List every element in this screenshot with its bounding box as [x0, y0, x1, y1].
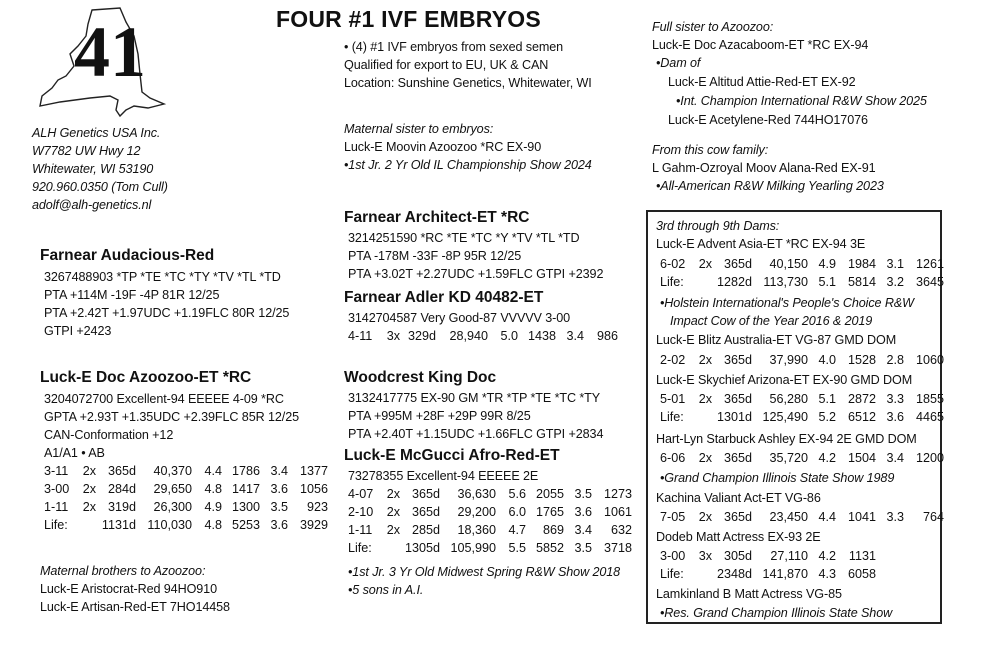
dam4-records [660, 351, 944, 369]
full-sister-heading: Full sister to Azoozoo: [652, 20, 774, 34]
table-cell: 1765 [535, 505, 564, 519]
cow-family-heading: From this cow family: [652, 143, 769, 157]
table-cell: 3.3 [886, 510, 904, 524]
table-cell: 3645 [915, 275, 944, 289]
table-cell: 141,870 [762, 567, 808, 581]
table-cell: Life: [660, 275, 684, 289]
granddam-note-1: •1st Jr. 3 Yr Old Midwest Spring R&W Show 2018 [348, 565, 621, 579]
table-cell [876, 565, 904, 583]
dam-records [44, 462, 328, 534]
table-cell: 5.1 [818, 275, 836, 289]
table-cell: 5-01 [660, 392, 686, 406]
table-cell: 5.0 [500, 329, 518, 343]
lot-number: 41 [74, 12, 146, 92]
cow-family-name: L Gahm-Ozroyal Moov Alana-Red EX-91 [652, 161, 876, 175]
table-cell: 632 [610, 523, 632, 537]
table-cell: 2x [698, 353, 712, 367]
dams-box-heading: 3rd through 9th Dams: [656, 219, 780, 233]
table-cell: 105,990 [450, 541, 496, 555]
table-cell: 305d [723, 549, 752, 563]
table-cell: 1060 [915, 353, 944, 367]
table-cell: 4-07 [348, 487, 374, 501]
table-cell: 2x [698, 392, 712, 406]
sire-of-sire-line-1: 3214251590 *RC *TE *TC *Y *TV *TL *TD [348, 231, 580, 245]
table-cell: 6-02 [660, 257, 686, 271]
table-cell: 319d [107, 500, 136, 514]
dam-of-sire-records [348, 327, 618, 345]
bullet-3: Location: Sunshine Genetics, Whitewater, WI [344, 76, 592, 90]
table-cell: 1261 [915, 257, 944, 271]
table-cell: 2055 [535, 487, 564, 501]
table-cell: 26,300 [153, 500, 192, 514]
dam-line-2: GPTA +2.93T +1.35UDC +2.39FLC 85R 12/25 [44, 410, 300, 424]
table-cell: Life: [660, 567, 684, 581]
table-cell [904, 547, 944, 565]
dam7-records [660, 508, 944, 526]
table-cell: 35,720 [769, 451, 808, 465]
maternal-sister-name: Luck-E Moovin Azoozoo *RC EX-90 [344, 140, 542, 154]
table-cell: 2348d [716, 567, 752, 581]
table-cell: 3718 [603, 541, 632, 555]
table-cell: 365d [411, 505, 440, 519]
table-cell: 4465 [915, 410, 944, 424]
granddam-records [348, 485, 632, 557]
maternal-brother-2: Luck-E Artisan-Red-ET 7HO14458 [40, 600, 230, 614]
table-cell: 4.8 [204, 518, 222, 532]
table-cell: 365d [107, 464, 136, 478]
table-cell: 4.3 [818, 567, 836, 581]
table-cell: 5.1 [818, 392, 836, 406]
table-cell: 284d [107, 482, 136, 496]
table-cell: 3.4 [886, 451, 904, 465]
sire-line-1: 3267488903 *TP *TE *TC *TY *TV *TL *TD [44, 270, 281, 284]
table-cell: 40,150 [769, 257, 808, 271]
table-cell: 365d [411, 487, 440, 501]
table-cell: 4.2 [818, 549, 836, 563]
table-cell: 3.6 [574, 505, 592, 519]
table-cell: 5.5 [508, 541, 526, 555]
sire-of-sire-line-2: PTA -178M -33F -8P 95R 12/25 [348, 249, 522, 263]
table-cell: 4.2 [818, 451, 836, 465]
table-cell: 28,940 [449, 329, 488, 343]
dam3-records [660, 255, 944, 291]
table-cell: 285d [411, 523, 440, 537]
sire-of-sire-name: Farnear Architect-ET *RC [344, 209, 530, 226]
dam3-note-1: •Holstein International's People's Choice R&W [660, 296, 914, 310]
table-cell: 3-11 [44, 464, 69, 478]
dam9-note: •Res. Grand Champion Illinois State Show [660, 606, 893, 620]
table-cell: 3x [386, 329, 400, 343]
table-cell: 2x [698, 257, 712, 271]
table-cell: 2x [386, 523, 400, 537]
table-cell: 3.6 [270, 518, 288, 532]
table-cell: 29,650 [153, 482, 192, 496]
dam6-name: Hart-Lyn Starbuck Ashley EX-94 2E GMD DOM [656, 432, 917, 446]
table-cell: 986 [596, 329, 618, 343]
table-cell: 365d [723, 392, 752, 406]
table-cell: 3.4 [270, 464, 288, 478]
table-cell: 2x [386, 487, 400, 501]
table-cell: 6058 [847, 567, 876, 581]
table-cell: 1131 [848, 549, 876, 563]
full-sister-second: Luck-E Acetylene-Red 744HO17076 [668, 113, 868, 127]
table-cell: 36,630 [457, 487, 496, 501]
table-cell: 37,990 [769, 353, 808, 367]
table-cell: 1200 [915, 451, 944, 465]
table-cell: 2.8 [886, 353, 904, 367]
table-cell: 3.4 [566, 329, 584, 343]
dam-line-4: A1/A1 • AB [44, 446, 105, 460]
dam5-name: Luck-E Skychief Arizona-ET EX-90 GMD DOM [656, 373, 913, 387]
table-cell: 1282d [716, 275, 752, 289]
table-cell: 113,730 [763, 275, 808, 289]
sire-of-dam-line-2: PTA +995M +28F +29P 99R 8/25 [348, 409, 531, 423]
maternal-sister-heading: Maternal sister to embryos: [344, 122, 494, 136]
table-cell: 3.3 [886, 392, 904, 406]
consignor-phone: 920.960.0350 (Tom Cull) [32, 180, 168, 194]
table-cell: 4.9 [818, 257, 836, 271]
sire-of-dam-name: Woodcrest King Doc [344, 369, 497, 386]
sire-line-4: GTPI +2423 [44, 324, 112, 338]
table-cell: 23,450 [769, 510, 808, 524]
table-cell: 3-00 [660, 549, 686, 563]
table-cell: 1377 [299, 464, 328, 478]
table-cell: 3.6 [270, 482, 288, 496]
table-cell: 2x [698, 451, 712, 465]
table-cell: 4.8 [204, 482, 222, 496]
dam8-records [660, 547, 944, 583]
sire-of-sire-line-3: PTA +3.02T +2.27UDC +1.59FLC GTPI +2392 [348, 267, 604, 281]
table-cell [688, 273, 712, 291]
table-cell: 1041 [847, 510, 876, 524]
table-cell: 4.4 [204, 464, 222, 478]
table-cell: 2x [82, 500, 96, 514]
table-cell: 6512 [847, 410, 876, 424]
table-cell: 3-00 [44, 482, 70, 496]
table-cell: 1504 [847, 451, 876, 465]
table-cell: 125,490 [762, 410, 808, 424]
table-cell: 2872 [847, 392, 876, 406]
dam3-name: Luck-E Advent Asia-ET *RC EX-94 3E [656, 237, 866, 251]
table-cell: 1786 [231, 464, 260, 478]
table-cell: 869 [542, 523, 564, 537]
full-sister-dam-heading: •Dam of [656, 56, 701, 70]
sire-of-dam-line-3: PTA +2.40T +1.15UDC +1.66FLC GTPI +2834 [348, 427, 604, 441]
table-cell: 4.9 [204, 500, 222, 514]
dam5-records [660, 390, 944, 426]
table-cell: 18,360 [457, 523, 496, 537]
table-cell: 6.0 [508, 505, 526, 519]
dam6-note: •Grand Champion Illinois State Show 1989 [660, 471, 895, 485]
consignor-name: ALH Genetics USA Inc. [32, 126, 161, 140]
table-cell: 3.4 [574, 523, 592, 537]
table-cell [688, 408, 712, 426]
dam3-note-2: Impact Cow of the Year 2016 & 2019 [670, 314, 873, 328]
table-cell: 2x [82, 482, 96, 496]
table-cell: 3929 [299, 518, 328, 532]
table-cell: 56,280 [769, 392, 808, 406]
table-cell: 1855 [915, 392, 944, 406]
table-cell: 3.1 [886, 257, 904, 271]
table-cell: 2-02 [660, 353, 686, 367]
table-cell: 365d [723, 451, 752, 465]
table-cell: 5253 [231, 518, 260, 532]
table-cell: 4-11 [348, 329, 373, 343]
table-cell: 5.2 [818, 410, 836, 424]
consignor-email: adolf@alh-genetics.nl [32, 198, 152, 212]
dam-line-3: CAN-Conformation +12 [44, 428, 174, 442]
maternal-brothers-heading: Maternal brothers to Azoozoo: [40, 564, 206, 578]
table-cell: Life: [660, 410, 684, 424]
table-cell: 4.0 [818, 353, 836, 367]
table-cell: 1417 [231, 482, 260, 496]
table-cell: 40,370 [153, 464, 192, 478]
dam-of-sire-line-1: 3142704587 Very Good-87 VVVVV 3-00 [348, 311, 571, 325]
table-cell: 5852 [535, 541, 564, 555]
table-cell: 1528 [847, 353, 876, 367]
table-cell [688, 565, 712, 583]
table-cell: 4.4 [818, 510, 836, 524]
table-cell: 365d [723, 510, 752, 524]
full-sister-name: Luck-E Doc Azacaboom-ET *RC EX-94 [652, 38, 869, 52]
table-cell: 2x [82, 464, 96, 478]
table-cell: 1273 [603, 487, 632, 501]
table-cell: 1061 [603, 505, 632, 519]
table-cell: 2x [698, 510, 712, 524]
table-cell: 5.6 [508, 487, 526, 501]
table-cell: 27,110 [770, 549, 808, 563]
table-cell: 365d [723, 257, 752, 271]
maternal-sister-note: •1st Jr. 2 Yr Old IL Championship Show 2024 [344, 158, 592, 172]
table-cell: 3.5 [574, 487, 592, 501]
table-cell: 6-06 [660, 451, 686, 465]
table-cell: Life: [44, 518, 68, 532]
sire-of-dam-line-1: 3132417775 EX-90 GM *TR *TP *TE *TC *TY [348, 391, 601, 405]
dam9-name: Lamkinland B Matt Actress VG-85 [656, 587, 842, 601]
sire-line-2: PTA +114M -19F -4P 81R 12/25 [44, 288, 220, 302]
table-cell: 2-10 [348, 505, 374, 519]
full-sister-dam-note: •Int. Champion International R&W Show 2025 [676, 94, 927, 108]
consignor-address1: W7782 UW Hwy 12 [32, 144, 141, 158]
dam6-records [660, 449, 944, 467]
table-cell: 1056 [299, 482, 328, 496]
table-cell: 329d [407, 329, 436, 343]
dam7-name: Kachina Valiant Act-ET VG-86 [656, 491, 821, 505]
table-cell [904, 565, 944, 583]
full-sister-dam-of: Luck-E Altitud Attie-Red-ET EX-92 [668, 75, 856, 89]
table-cell: 2x [386, 505, 400, 519]
dam8-name: Dodeb Matt Actress EX-93 2E [656, 530, 821, 544]
table-cell: 365d [723, 353, 752, 367]
maternal-brother-1: Luck-E Aristocrat-Red 94HO910 [40, 582, 217, 596]
sire-name: Farnear Audacious-Red [40, 247, 215, 264]
table-cell: 1-11 [44, 500, 69, 514]
dam-name: Luck-E Doc Azoozoo-ET *RC [40, 369, 252, 386]
table-cell [376, 539, 400, 557]
table-cell: 1300 [231, 500, 260, 514]
table-cell [876, 547, 904, 565]
granddam-note-2: •5 sons in A.I. [348, 583, 424, 597]
table-cell: 29,200 [457, 505, 496, 519]
table-cell [72, 516, 96, 534]
dam-line-1: 3204072700 Excellent-94 EEEEE 4-09 *RC [44, 392, 284, 406]
page-title: FOUR #1 IVF EMBRYOS [276, 6, 541, 32]
bullet-1: • (4) #1 IVF embryos from sexed semen [344, 40, 564, 54]
table-cell: 3.6 [886, 410, 904, 424]
consignor-address2: Whitewater, WI 53190 [32, 162, 154, 176]
table-cell: 4.7 [508, 523, 526, 537]
table-cell: 3.2 [886, 275, 904, 289]
table-cell: 3.5 [574, 541, 592, 555]
table-cell: 1305d [404, 541, 440, 555]
table-cell: 1984 [847, 257, 876, 271]
granddam-line-1: 73278355 Excellent-94 EEEEE 2E [348, 469, 539, 483]
table-cell: 1131d [101, 518, 136, 532]
table-cell: 764 [922, 510, 944, 524]
sire-line-3: PTA +2.42T +1.97UDC +1.19FLC 80R 12/25 [44, 306, 290, 320]
table-cell: 1438 [527, 329, 556, 343]
dam-of-sire-name: Farnear Adler KD 40482-ET [344, 289, 544, 306]
table-cell: 110,030 [147, 518, 192, 532]
table-cell: Life: [348, 541, 372, 555]
dam4-name: Luck-E Blitz Australia-ET VG-87 GMD DOM [656, 333, 897, 347]
bullet-2: Qualified for export to EU, UK & CAN [344, 58, 549, 72]
cow-family-note: •All-American R&W Milking Yearling 2023 [656, 179, 884, 193]
table-cell: 7-05 [660, 510, 686, 524]
table-cell: 5814 [847, 275, 876, 289]
table-cell: 3x [698, 549, 712, 563]
table-cell: 3.5 [270, 500, 288, 514]
table-cell: 1-11 [348, 523, 373, 537]
table-cell: 1301d [716, 410, 752, 424]
table-cell: 923 [306, 500, 328, 514]
granddam-name: Luck-E McGucci Afro-Red-ET [344, 447, 560, 464]
